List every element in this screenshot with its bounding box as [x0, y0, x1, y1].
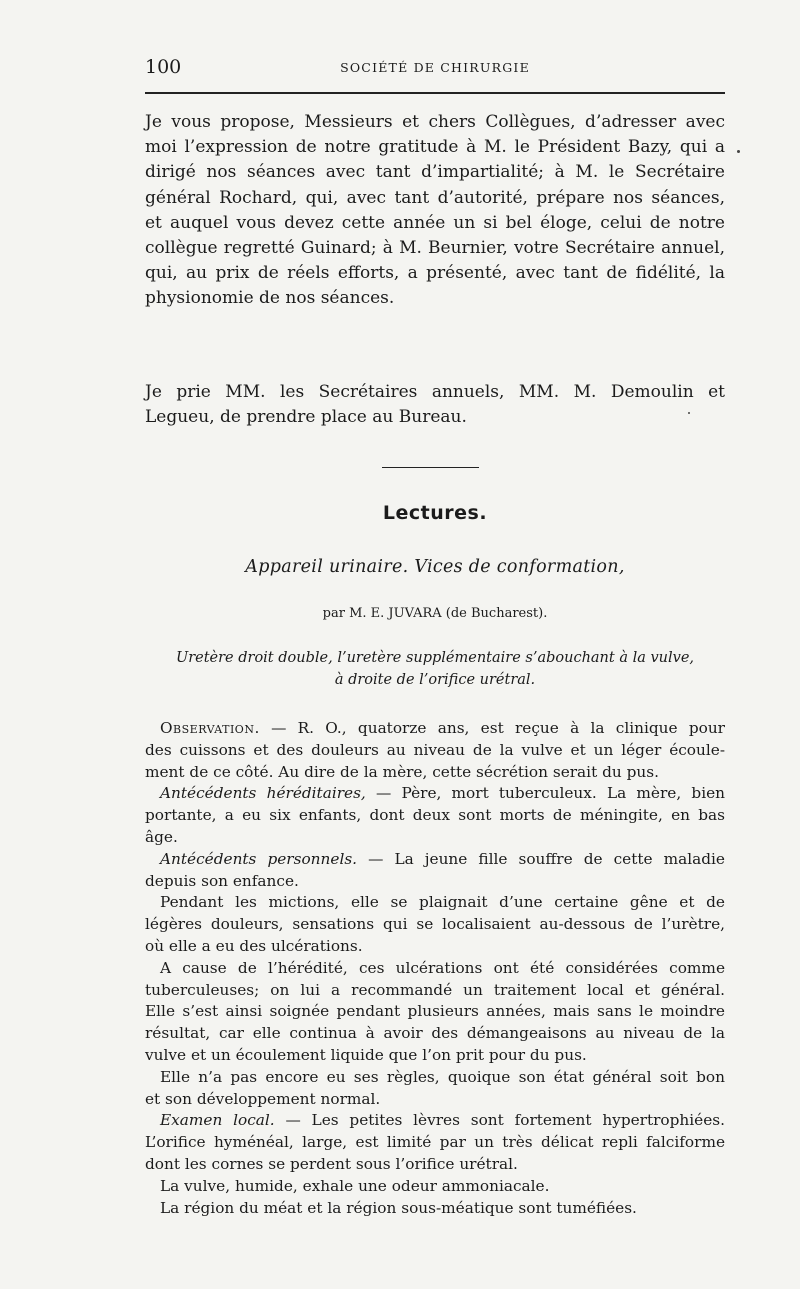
text-line: tuberculeuses; on lui a recommandé un traitement local et général. [145, 980, 725, 999]
print-speck [737, 150, 740, 153]
text-line: La vulve, humide, exhale une odeur ammoniacale. [160, 1176, 550, 1195]
text-line [160, 783, 725, 805]
text-line: Je prie MM. les Secrétaires annuels, MM. M. Demoulin et [145, 382, 725, 402]
text-line: dirigé nos séances avec tant d’impartialité; à M. le Secrétaire [145, 162, 725, 183]
text-line: légères douleurs, sensations qui se localisaient au-dessous de l’urètre, [145, 915, 725, 934]
text-line: physionomie de nos séances. [145, 288, 395, 309]
vulva-paragraph [160, 1176, 725, 1198]
article-author: par M. E. JUVARA (de Bucharest). [322, 606, 548, 621]
text-line: Elle s’est ainsi soignée pendant plusieurs années, mais sans le moindre [145, 1002, 725, 1021]
header-rule [145, 92, 725, 94]
page-number: 100 [145, 56, 182, 78]
text-line: L’orifice hyménéal, large, est limité par un très délicat repli falciforme [145, 1133, 725, 1152]
section-title: Lectures. [382, 502, 488, 524]
intro-paragraph-1 [145, 110, 725, 312]
text-line [160, 718, 725, 740]
heredity-paragraph [145, 958, 725, 1067]
text-line: ment de ce côté. Au dire de la mère, cette sécrétion serait du pus. [145, 762, 659, 781]
text-line: collègue regretté Guinard; à M. Beurnier, votre Secrétaire annuel, [145, 238, 725, 259]
mictions-paragraph [145, 892, 725, 957]
article-title: Appareil urinaire. Vices de conformation, [245, 557, 625, 577]
text-line: portante, a eu six enfants, dont deux sont morts de méningite, en bas [145, 806, 725, 825]
local-exam-paragraph [145, 1110, 725, 1175]
print-speck [688, 412, 690, 414]
text-line: vulve et un écoulement liquide que l’on prit pour du pus. [145, 1045, 587, 1064]
personal-label: Antécédents personnels. [160, 849, 358, 868]
text-line: moi l’expression de notre gratitude à M. le Président Bazy, qui a [145, 137, 725, 158]
running-title: SOCIÉTÉ DE CHIRURGIE [340, 60, 530, 75]
text-line: Elle n’a pas encore eu ses règles, quoique son état général soit bon [160, 1067, 725, 1086]
text-line: et auquel vous devez cette année un si bel éloge, celui de notre [145, 212, 725, 233]
text-line: Pendant les mictions, elle se plaignait d’une certaine gêne et de [160, 893, 725, 912]
intro-paragraph-2 [145, 380, 725, 430]
text-line: âge. [145, 827, 178, 846]
article-body [145, 718, 725, 1219]
text-run: — Les petites lèvres sont fortement hypertrophiées. [274, 1111, 725, 1130]
text-line: Legueu, de prendre place au Bureau. [145, 407, 467, 428]
text-run: — R. O., quatorze ans, est reçue à la clinique pour [259, 719, 725, 737]
text-run: — Père, mort tuberculeux. La mère, bien [365, 784, 725, 803]
text-line: et son développement normal. [145, 1089, 381, 1108]
text-line: Je vous propose, Messieurs et chers Collègues, d’adresser avec [145, 112, 725, 132]
text-line: depuis son enfance. [145, 871, 299, 890]
text-line: où elle a eu des ulcérations. [145, 936, 363, 955]
meatus-paragraph [160, 1198, 725, 1220]
text-line: dont les cornes se perdent sous l’orifice urétral. [145, 1154, 518, 1173]
text-line [160, 849, 725, 871]
subtitle-line: à droite de l’orifice urétral. [334, 672, 536, 688]
section-separator [382, 467, 479, 468]
hereditary-label: Antécédents héréditaires, [160, 784, 366, 803]
subtitle-line: Uretère droit double, l’uretère supplémentaire s’abouchant à la vulve, [175, 650, 695, 666]
text-line: qui, au prix de réels efforts, a présenté, avec tant de fidélité, la [145, 263, 725, 284]
article-subtitle [145, 647, 725, 691]
text-line: La région du méat et la région sous-méatique sont tuméfiées. [160, 1198, 637, 1217]
observation-paragraph [145, 718, 725, 783]
hereditary-paragraph [145, 783, 725, 848]
observation-label: Observation. [160, 719, 260, 737]
book-page [145, 52, 725, 1217]
text-line: A cause de l’hérédité, ces ulcérations ont été considérées comme [160, 958, 725, 977]
menses-paragraph [145, 1067, 725, 1111]
text-line [160, 1110, 725, 1132]
text-line: général Rochard, qui, avec tant d’autorité, prépare nos séances, [145, 187, 725, 208]
personal-paragraph [145, 849, 725, 893]
text-line: résultat, car elle continua à avoir des démangeaisons au niveau de la [145, 1024, 725, 1043]
local-exam-label: Examen local. [160, 1111, 275, 1130]
text-run: — La jeune fille souffre de cette maladie [357, 849, 725, 868]
page-header [145, 52, 725, 92]
text-line: des cuissons et des douleurs au niveau de la vulve et un léger écoule- [145, 740, 725, 759]
